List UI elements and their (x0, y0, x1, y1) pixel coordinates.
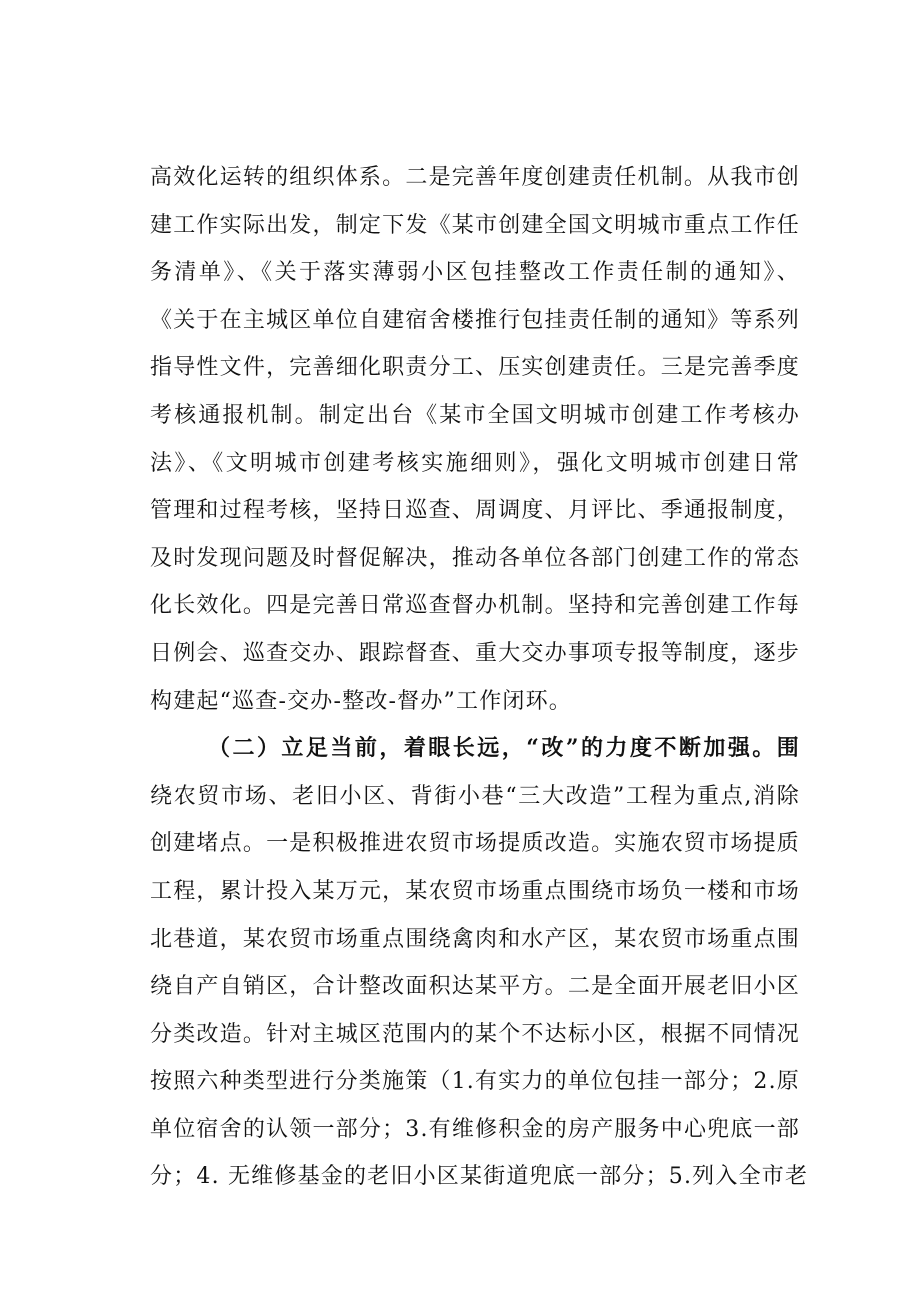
document-body (150, 154, 809, 1201)
text-line: 工程，累计投入某万元，某农贸市场重点围绕市场负一楼和市场 (150, 878, 800, 904)
text-line: 绕农贸市场、老旧小区、背街小巷“三大改造”工程为重点,消除 (150, 783, 800, 809)
text-line: 务清单》、《关于落实薄弱小区包挂整改工作责任制的通知》、 (150, 260, 800, 286)
text-line: 法》、《文明城市创建考核实施细则》，强化文明城市创建日常 (150, 450, 800, 476)
text-line: 考核通报机制。制定出台《某市全国文明城市创建工作考核办 (150, 402, 800, 428)
text-line: 日例会、巡查交办、跟踪督查、重大交办事项专报等制度，逐步 (150, 640, 800, 666)
paragraph-1 (150, 154, 800, 725)
text-line: 按照六种类型进行分类施策（1.有实力的单位包挂一部分；2.原 (150, 1069, 800, 1095)
text-line: 构建起“巡查-交办-整改-督办”工作闭环。 (150, 688, 572, 714)
text-line: 《关于在主城区单位自建宿舍楼推行包挂责任制的通知》等系列 (150, 307, 800, 333)
text-line: 化长效化。四是完善日常巡查督办机制。坚持和完善创建工作每 (150, 593, 800, 619)
text-line: 管理和过程考核，坚持日巡查、周调度、月评比、季通报制度， (150, 498, 800, 524)
text-line: 单位宿舍的认领一部分；3.有维修积金的房产服务中心兜底一部 (150, 1116, 800, 1142)
text-line: 分类改造。针对主城区范围内的某个不达标小区，根据不同情况 (150, 1021, 800, 1047)
section-heading-tail: 围 (776, 735, 800, 762)
text-line: 绕自产自销区，合计整改面积达某平方。二是全面开展老旧小区 (150, 974, 800, 1000)
paragraph-2 (150, 725, 809, 1201)
section-heading-line (150, 725, 800, 773)
text-line: 及时发现问题及时督促解决，推动各单位各部门创建工作的常态 (150, 545, 800, 571)
text-line: 指导性文件，完善细化职责分工、压实创建责任。三是完善季度 (150, 355, 800, 381)
text-line: 高效化运转的组织体系。二是完善年度创建责任机制。从我市创 (150, 165, 800, 190)
text-line: 分；4. 无维修基金的老旧小区某街道兜底一部分；5.列入全市老 (150, 1164, 809, 1190)
text-line: 创建堵点。一是积极推进农贸市场提质改造。实施农贸市场提质 (150, 831, 800, 857)
section-heading: （二）立足当前，着眼长远，“改”的力度不断加强。 (208, 735, 777, 762)
text-line: 北巷道，某农贸市场重点围绕禽肉和水产区，某农贸市场重点围 (150, 926, 800, 952)
text-line: 建工作实际出发，制定下发《某市创建全国文明城市重点工作任 (150, 212, 800, 238)
